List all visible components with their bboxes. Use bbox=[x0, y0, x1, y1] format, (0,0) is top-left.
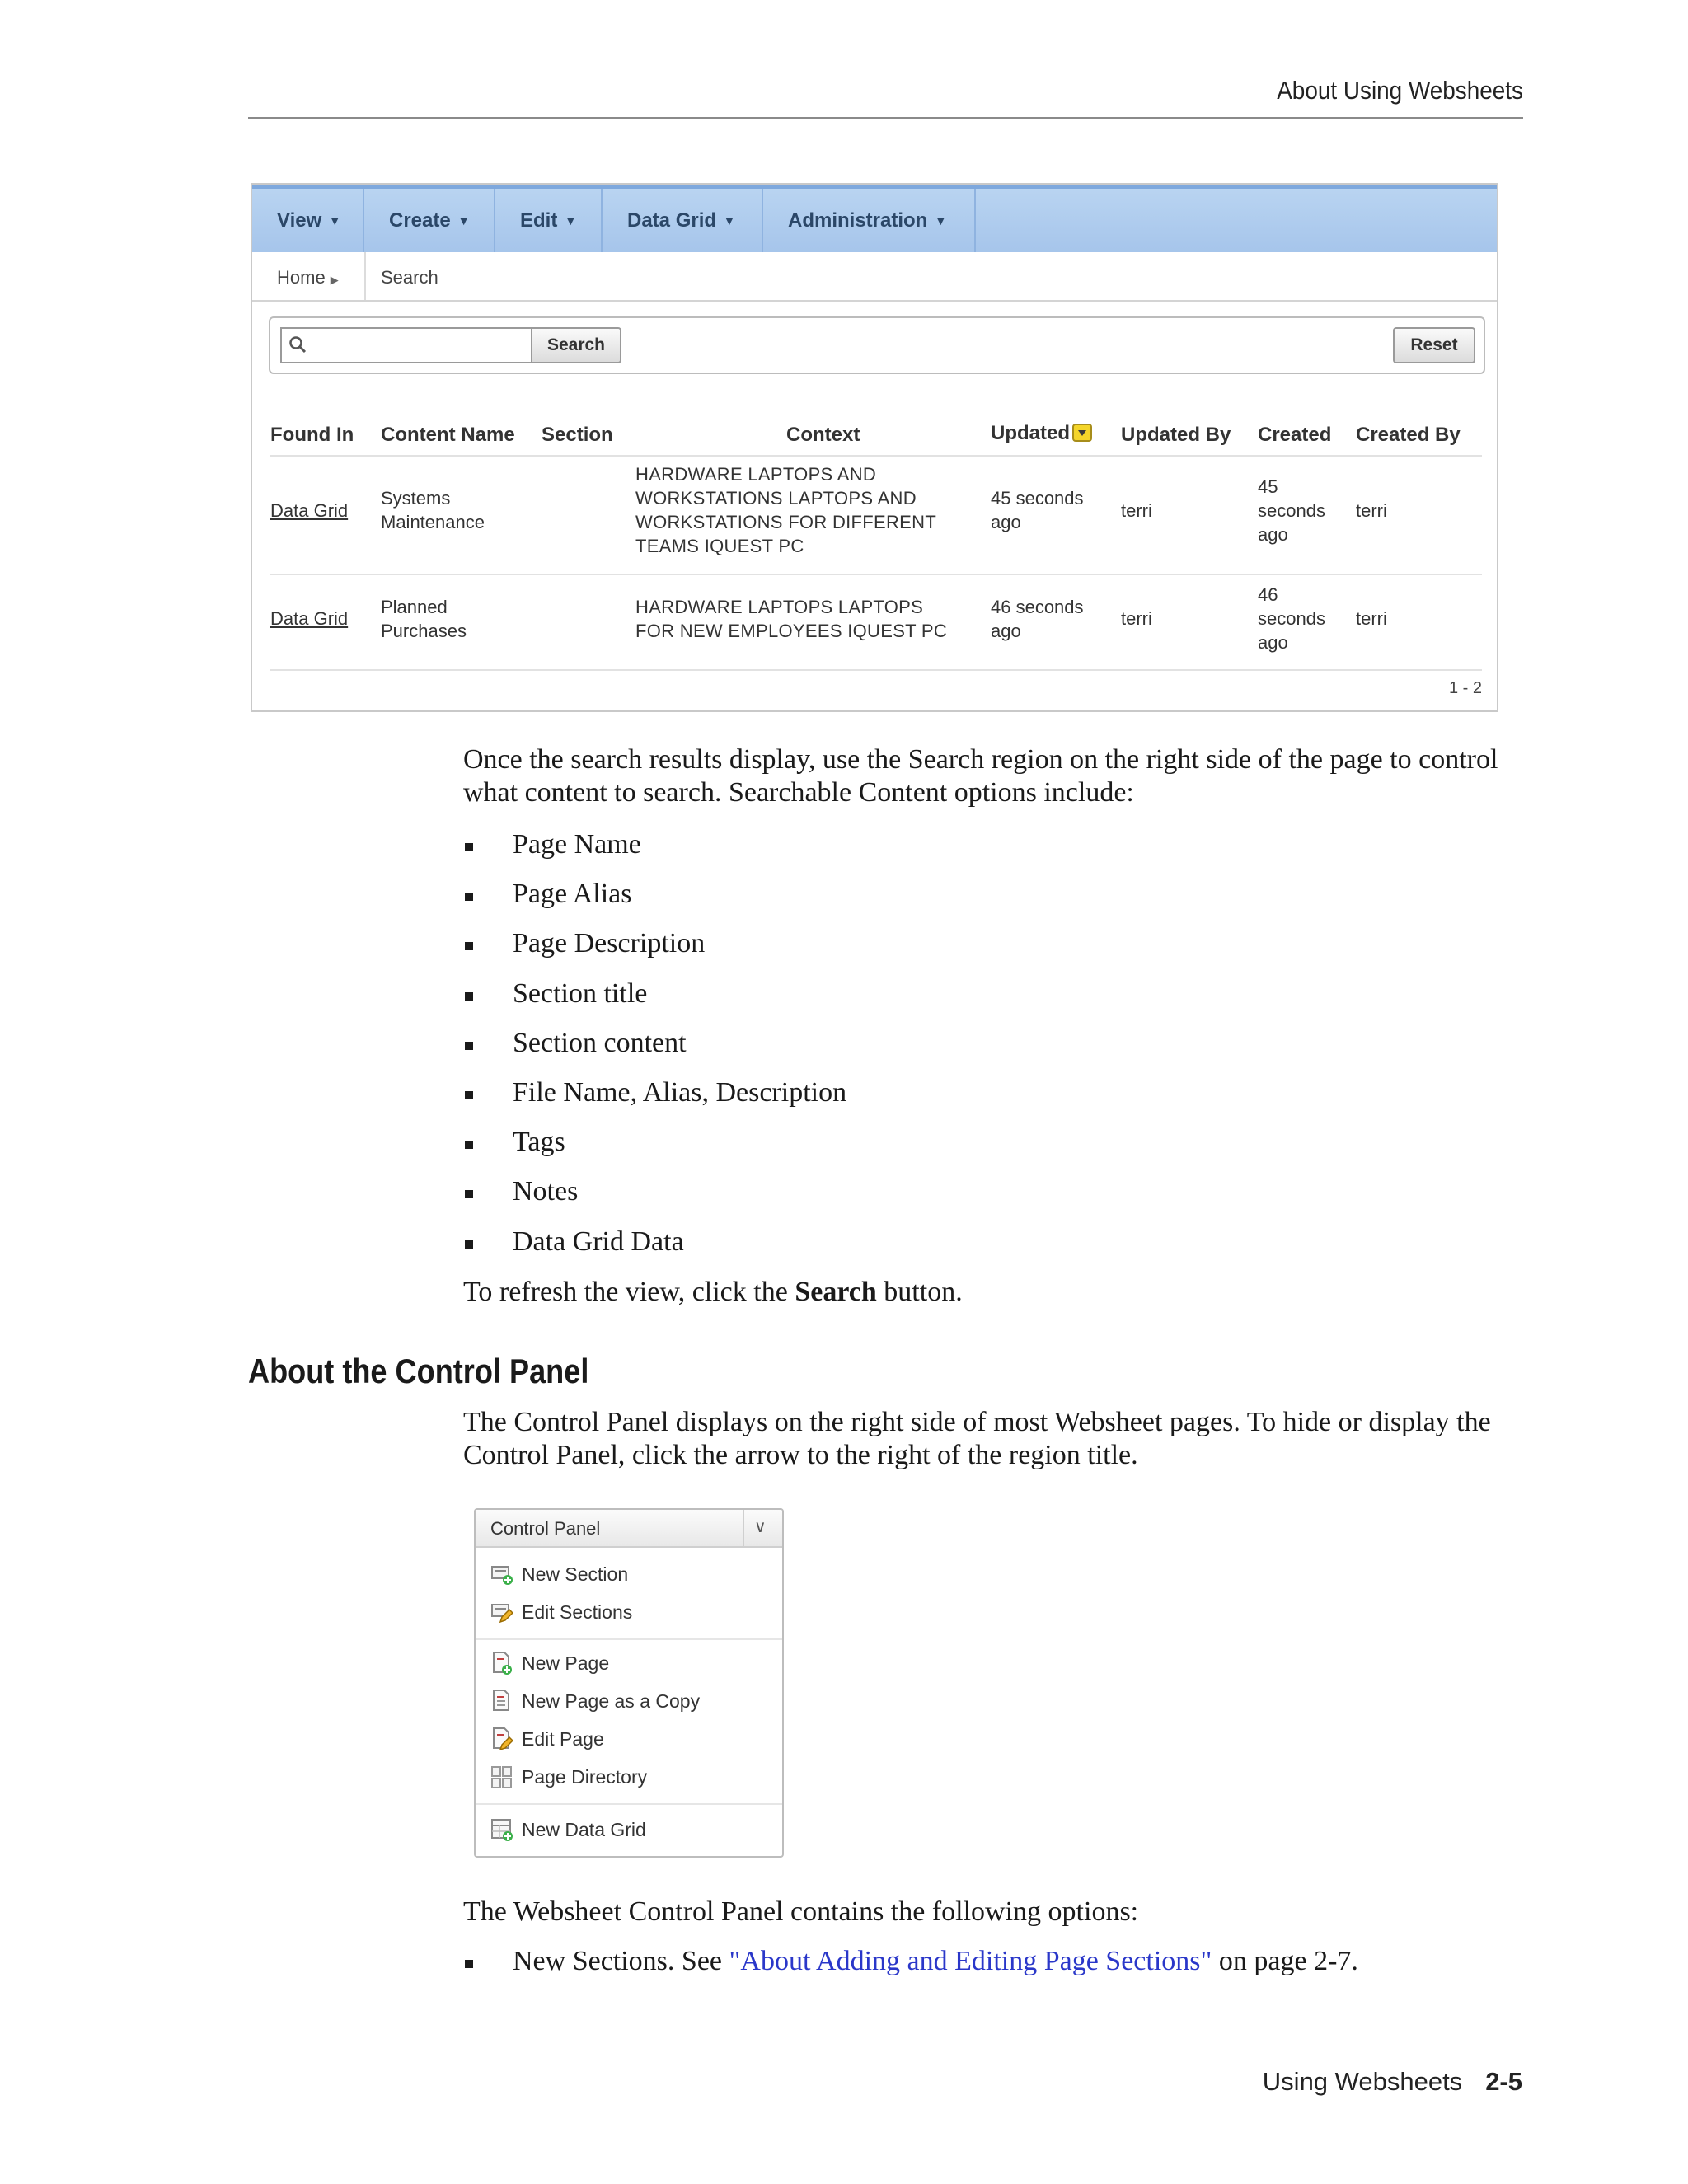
found-in-link[interactable]: Data Grid bbox=[270, 500, 349, 521]
updated-line: ago bbox=[991, 621, 1021, 641]
column-created[interactable]: Created bbox=[1258, 424, 1332, 446]
new-page-copy-label: New Page as a Copy bbox=[522, 1690, 701, 1712]
results-header-row bbox=[270, 417, 1482, 457]
control-panel-title: Control Panel bbox=[490, 1518, 601, 1539]
breadcrumb-divider bbox=[364, 252, 366, 300]
chevron-down-icon: ▼ bbox=[565, 213, 577, 227]
new-section-label: New Section bbox=[522, 1563, 629, 1585]
created-line: 45 bbox=[1258, 476, 1278, 497]
content-name-line: Purchases bbox=[381, 621, 467, 641]
list-item: File Name, Alias, Description bbox=[463, 1076, 846, 1126]
section-actions-group bbox=[476, 1548, 782, 1640]
list-item: Tags bbox=[463, 1126, 846, 1175]
chevron-right-icon: ▶ bbox=[330, 274, 339, 286]
data-grid-icon bbox=[490, 1817, 513, 1842]
page-directory-icon bbox=[490, 1765, 513, 1789]
created-line: ago bbox=[1258, 632, 1288, 653]
column-content-name[interactable]: Content Name bbox=[381, 424, 515, 446]
reset-button[interactable]: Reset bbox=[1393, 327, 1475, 363]
section-heading: About the Control Panel bbox=[248, 1352, 589, 1390]
column-created-by[interactable]: Created By bbox=[1356, 424, 1461, 446]
context-line: WORKSTATIONS FOR DIFFERENT bbox=[635, 512, 937, 532]
list-item: Page Alias bbox=[463, 878, 846, 927]
context-line: HARDWARE LAPTOPS LAPTOPS bbox=[635, 597, 924, 617]
context-line: TEAMS IQUEST PC bbox=[635, 536, 804, 556]
context-line: FOR NEW EMPLOYEES IQUEST PC bbox=[635, 621, 948, 641]
breadcrumb-home[interactable] bbox=[277, 267, 339, 288]
list-item bbox=[463, 1945, 1358, 1994]
menu-view-label: View bbox=[277, 209, 322, 232]
page-number: 2-5 bbox=[1485, 2067, 1522, 2096]
searchable-options-list bbox=[463, 828, 846, 1275]
new-page-item[interactable] bbox=[490, 1647, 609, 1680]
updated-line: 46 seconds bbox=[991, 597, 1084, 617]
new-page-icon bbox=[490, 1651, 513, 1675]
list-item: Page Name bbox=[463, 828, 846, 878]
created-by-cell: terri bbox=[1356, 500, 1387, 521]
content-name-line: Planned bbox=[381, 597, 448, 617]
created-line: seconds bbox=[1258, 608, 1325, 629]
page-directory-item[interactable] bbox=[490, 1760, 647, 1793]
running-footer bbox=[1263, 2067, 1522, 2097]
breadcrumb-home-label: Home bbox=[277, 267, 326, 288]
menu-create[interactable] bbox=[364, 189, 495, 252]
table-row bbox=[270, 455, 1482, 575]
options-list bbox=[463, 1945, 1358, 1994]
search-region bbox=[269, 316, 1485, 374]
table-row bbox=[270, 575, 1482, 671]
edit-sections-label: Edit Sections bbox=[522, 1601, 633, 1623]
column-updated-by[interactable]: Updated By bbox=[1121, 424, 1231, 446]
menu-edit-label: Edit bbox=[520, 209, 558, 232]
context-cell bbox=[635, 595, 947, 643]
option-text: on page 2-7. bbox=[1212, 1946, 1358, 1976]
list-item: Section content bbox=[463, 1027, 846, 1076]
menu-administration-label: Administration bbox=[788, 209, 928, 232]
footer-label: Using Websheets bbox=[1262, 2067, 1463, 2096]
created-cell bbox=[1258, 583, 1325, 654]
list-item: Data Grid Data bbox=[463, 1226, 846, 1275]
edit-page-icon bbox=[490, 1727, 513, 1751]
new-data-grid-label: New Data Grid bbox=[522, 1818, 646, 1840]
contains-paragraph: The Websheet Control Panel contains the following options: bbox=[463, 1896, 1139, 1927]
menu-data-grid[interactable] bbox=[603, 189, 763, 252]
chevron-down-icon: ∨ bbox=[754, 1518, 767, 1536]
chevron-down-icon: ▼ bbox=[329, 213, 341, 227]
copy-page-icon bbox=[490, 1689, 513, 1713]
menu-bar bbox=[252, 185, 1497, 252]
new-page-label: New Page bbox=[522, 1652, 610, 1674]
new-section-item[interactable] bbox=[490, 1558, 628, 1591]
column-updated-label: Updated bbox=[991, 422, 1070, 444]
edit-page-label: Edit Page bbox=[522, 1727, 604, 1750]
list-item: Section title bbox=[463, 977, 846, 1027]
created-line: 46 bbox=[1258, 584, 1278, 605]
updated-line: 45 seconds bbox=[991, 488, 1084, 509]
sort-descending-icon[interactable] bbox=[1072, 424, 1092, 442]
breadcrumb-current: Search bbox=[381, 267, 438, 288]
context-line: WORKSTATIONS LAPTOPS AND bbox=[635, 488, 917, 509]
control-panel-header bbox=[476, 1510, 782, 1548]
data-grid-actions-group bbox=[476, 1803, 782, 1858]
content-name-line: Maintenance bbox=[381, 512, 485, 532]
refresh-note-text: button. bbox=[876, 1277, 963, 1307]
search-button[interactable]: Search bbox=[531, 327, 621, 363]
search-screenshot bbox=[251, 183, 1498, 712]
pagination-text: 1 - 2 bbox=[1448, 679, 1482, 697]
chevron-down-icon: ▼ bbox=[935, 213, 947, 227]
context-cell bbox=[635, 462, 936, 558]
running-header bbox=[248, 74, 1523, 119]
new-page-copy-item[interactable] bbox=[490, 1685, 700, 1718]
control-panel-paragraph: The Control Panel displays on the right side of most Websheet pages. To hide or display the Control Panel, click the arrow to the right of the region title. bbox=[463, 1407, 1491, 1470]
collapse-toggle[interactable] bbox=[743, 1510, 782, 1546]
page-directory-label: Page Directory bbox=[522, 1765, 648, 1788]
option-text: New Sections. See bbox=[513, 1946, 729, 1976]
chevron-down-icon: ▼ bbox=[724, 213, 735, 227]
content-name-line: Systems bbox=[381, 488, 451, 509]
new-data-grid-item[interactable] bbox=[490, 1813, 646, 1846]
page-actions-group bbox=[476, 1638, 782, 1805]
updated-by-cell: terri bbox=[1121, 500, 1152, 521]
cross-reference-link[interactable]: "About Adding and Editing Page Sections" bbox=[729, 1946, 1212, 1976]
control-panel-screenshot bbox=[474, 1508, 784, 1858]
new-section-icon bbox=[490, 1562, 513, 1586]
content-name-cell bbox=[381, 595, 467, 643]
found-in-link[interactable]: Data Grid bbox=[270, 608, 349, 629]
intro-paragraph: Once the search results display, use the Search region on the right side of the page to control what content to search. Searchable Content options include: bbox=[463, 744, 1498, 808]
refresh-note-text: To refresh the view, click the bbox=[463, 1277, 795, 1307]
menu-edit[interactable] bbox=[495, 189, 603, 252]
column-updated[interactable] bbox=[991, 422, 1092, 445]
context-line: HARDWARE LAPTOPS AND bbox=[635, 464, 877, 485]
updated-by-cell: terri bbox=[1121, 608, 1152, 629]
breadcrumb bbox=[252, 252, 1497, 302]
content-name-cell bbox=[381, 486, 485, 534]
menu-view[interactable] bbox=[252, 189, 364, 252]
updated-line: ago bbox=[991, 512, 1021, 532]
edit-page-item[interactable] bbox=[490, 1722, 604, 1755]
created-cell bbox=[1258, 475, 1325, 546]
search-input[interactable] bbox=[280, 327, 531, 363]
running-header-text: About Using Websheets bbox=[1277, 76, 1523, 105]
search-icon bbox=[288, 335, 307, 354]
created-line: ago bbox=[1258, 524, 1288, 545]
edit-sections-icon bbox=[490, 1600, 513, 1624]
column-found-in[interactable]: Found In bbox=[270, 424, 354, 446]
chevron-down-icon: ▼ bbox=[457, 213, 470, 227]
created-line: seconds bbox=[1258, 500, 1325, 521]
menu-administration[interactable] bbox=[763, 189, 976, 252]
column-section[interactable]: Section bbox=[542, 424, 613, 446]
updated-cell bbox=[991, 595, 1084, 643]
refresh-note-bold: Search bbox=[795, 1277, 877, 1307]
column-context[interactable]: Context bbox=[786, 424, 860, 446]
list-item: Notes bbox=[463, 1175, 846, 1225]
list-item: Page Description bbox=[463, 927, 846, 977]
menu-create-label: Create bbox=[389, 209, 451, 232]
created-by-cell: terri bbox=[1356, 608, 1387, 629]
refresh-note bbox=[463, 1276, 1535, 1309]
edit-sections-item[interactable] bbox=[490, 1596, 632, 1629]
menu-data-grid-label: Data Grid bbox=[627, 209, 717, 232]
updated-cell bbox=[991, 486, 1084, 534]
